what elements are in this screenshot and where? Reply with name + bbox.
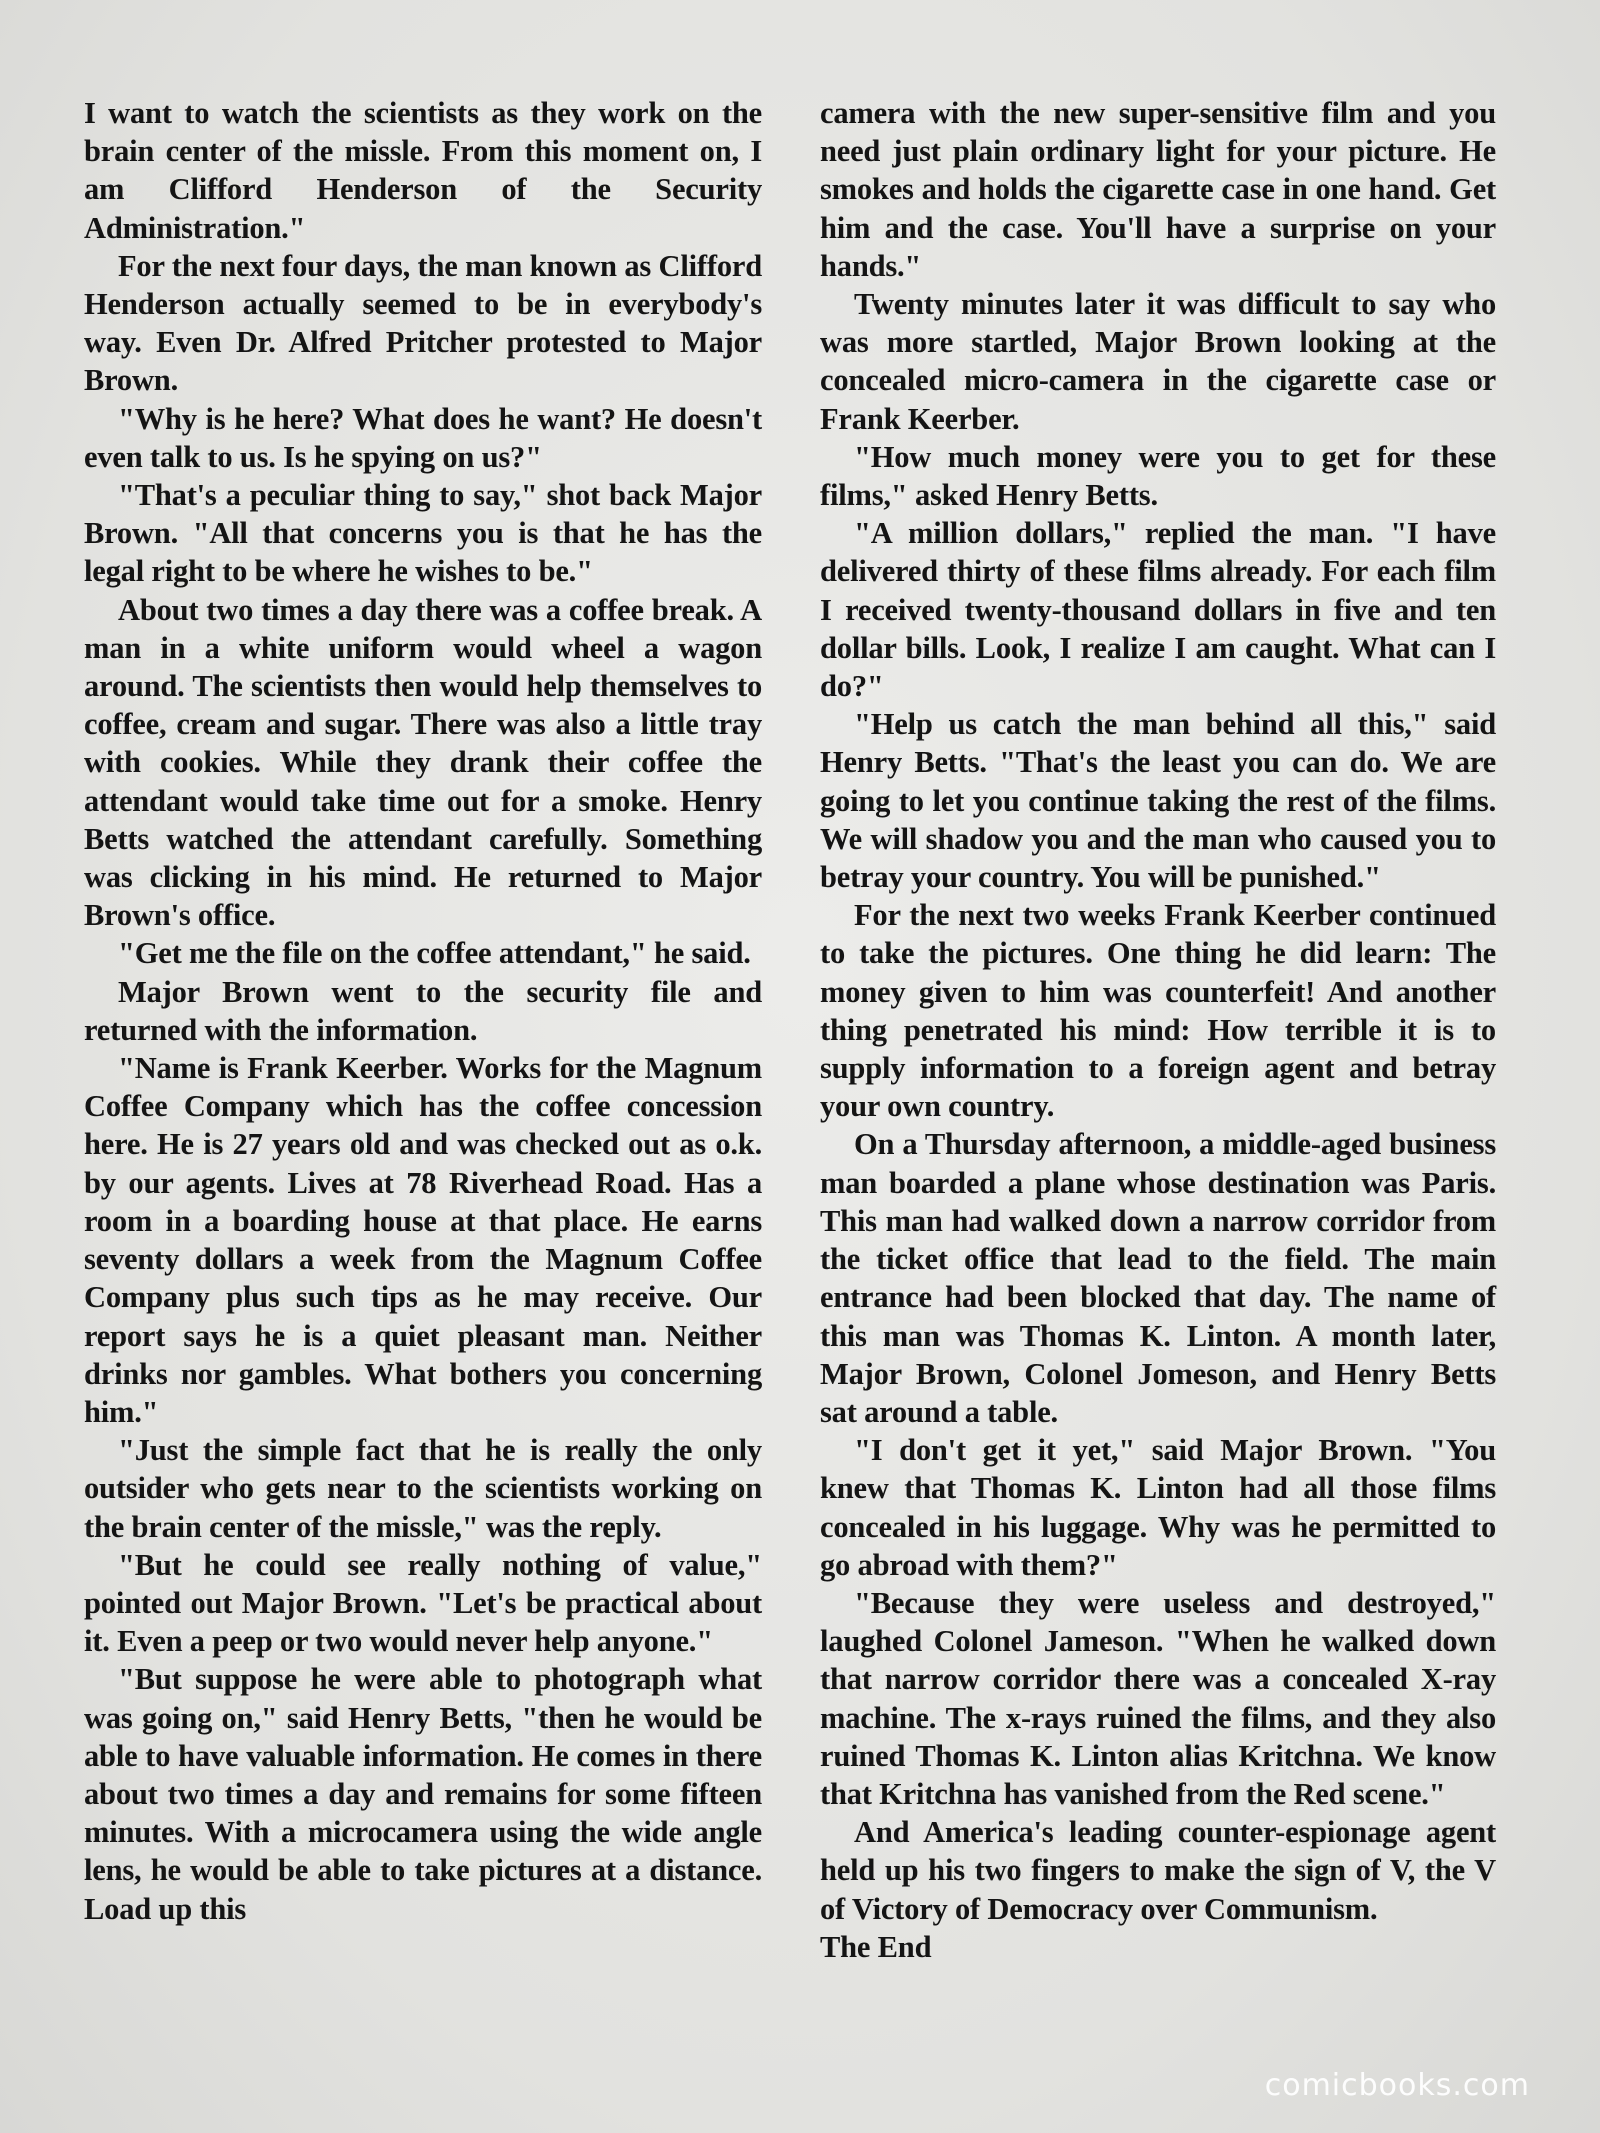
right-column-paragraph: "How much money were you to get for these films," asked Henry Betts. [820,439,1496,513]
right-column-paragraph: "Help us catch the man behind all this," said Henry Betts. "That's the least you can do. We are going to let you continue taking the rest of the films. We will shadow you and the man who caused you to betray your country. You will be punished." [820,707,1496,895]
right-column-paragraph: And America's leading counter-espionage agent held up his two fingers to make the sign of V, the V of Victory of Democracy over Communism. [820,1815,1496,1926]
left-column-paragraph: "But suppose he were able to photograph what was going on," said Henry Betts, "then he would be able to have valuable information. He comes in there about two times a day and remains for some fifteen minutes. With a microcamera using the wide angle lens, he would be able to take pictures at a distance. Load up this [84,1662,762,1926]
right-column-paragraph: Twenty minutes later it was difficult to say who was more startled, Major Brown looking at the concealed micro-camera in the cigarette case or Frank Keerber. [820,287,1496,436]
the-end: The End [820,1929,932,1964]
right-column-paragraph: For the next two weeks Frank Keerber continued to take the pictures. One thing he did learn: The money given to him was counterfeit! And another thing penetrated his mind: How terrible it is to supply information to a foreign agent and betray your own country. [820,898,1496,1124]
left-column-paragraph: I want to watch the scientists as they work on the brain center of the missle. From this moment on, I am Clifford Henderson of the Security Administration." [84,96,762,245]
left-column-paragraph: For the next four days, the man known as Clifford Henderson actually seemed to be in everybody's way. Even Dr. Alfred Pritcher protested to Major Brown. [84,248,762,398]
watermark: comicbooks.com [1264,2068,1530,2103]
left-column-paragraph: "Get me the file on the coffee attendant," he said. [118,936,751,971]
left-column-paragraph: "Just the simple fact that he is really the only outsider who gets near to the scientists working on the brain center of the missle," was the reply. [84,1433,762,1544]
right-column [820,94,1496,1966]
right-column-paragraph: On a Thursday afternoon, a middle-aged business man boarded a plane whose destination was Paris. This man had walked down a narrow corridor from the ticket office that lead to the field. The main entrance had been blocked that day. The name of this man was Thomas K. Linton. A month later, Major Brown, Colonel Jomeson, and Henry Betts sat around a table. [820,1127,1496,1429]
left-column [84,94,762,1928]
left-column-paragraph: Major Brown went to the security file and returned with the information. [84,974,762,1047]
left-column-paragraph: "That's a peculiar thing to say," shot back Major Brown. "All that concerns you is that he has the legal right to be where he wishes to be." [84,478,762,589]
left-column-paragraph: About two times a day there was a coffee break. A man in a white uniform would wheel a wagon around. The scientists then would help themselves to coffee, cream and sugar. There was also a little tray with cookies. While they drank their coffee the attendant would take time out for a smoke. Henry Betts watched the attendant carefully. Something was clicking in his mind. He returned to Major Brown's office. [84,592,762,933]
right-column-paragraph: camera with the new super-sensitive film and you need just plain ordinary light for your picture. He smokes and holds the cigarette case in one hand. Get him and the case. You'll have a surprise on your hands." [820,96,1496,283]
left-column-paragraph: "But he could see really nothing of value," pointed out Major Brown. "Let's be practical about it. Even a peep or two would never help anyone." [84,1547,762,1659]
right-column-paragraph: "A million dollars," replied the man. "I have delivered thirty of these films already. For each film I received twenty-thousand dollars in five and ten dollar bills. Look, I realize I am caught. What can I do?" [820,516,1496,704]
right-column-paragraph: "Because they were useless and destroyed," laughed Colonel Jameson. "When he walked down that narrow corridor there was a concealed X-ray machine. The x-rays ruined the films, and they also ruined Thomas K. Linton alias Kritchna. We know that Kritchna has vanished from the Red scene." [820,1585,1496,1811]
left-column-paragraph: "Name is Frank Keerber. Works for the Magnum Coffee Company which has the coffee concession here. He is 27 years old and was checked out as o.k. by our agents. Lives at 78 Riverhead Road. Has a room in a boarding house at that place. He earns seventy dollars a week from the Magnum Coffee Company plus such tips as he may receive. Our report says he is a quiet pleasant man. Neither drinks nor gambles. What bothers you concerning him." [84,1051,762,1429]
left-column-paragraph: "Why is he here? What does he want? He doesn't even talk to us. Is he spying on us?" [84,401,762,474]
right-column-paragraph: "I don't get it yet," said Major Brown. "You knew that Thomas K. Linton had all those films concealed in his luggage. Why was he permitted to go abroad with them?" [820,1433,1496,1582]
